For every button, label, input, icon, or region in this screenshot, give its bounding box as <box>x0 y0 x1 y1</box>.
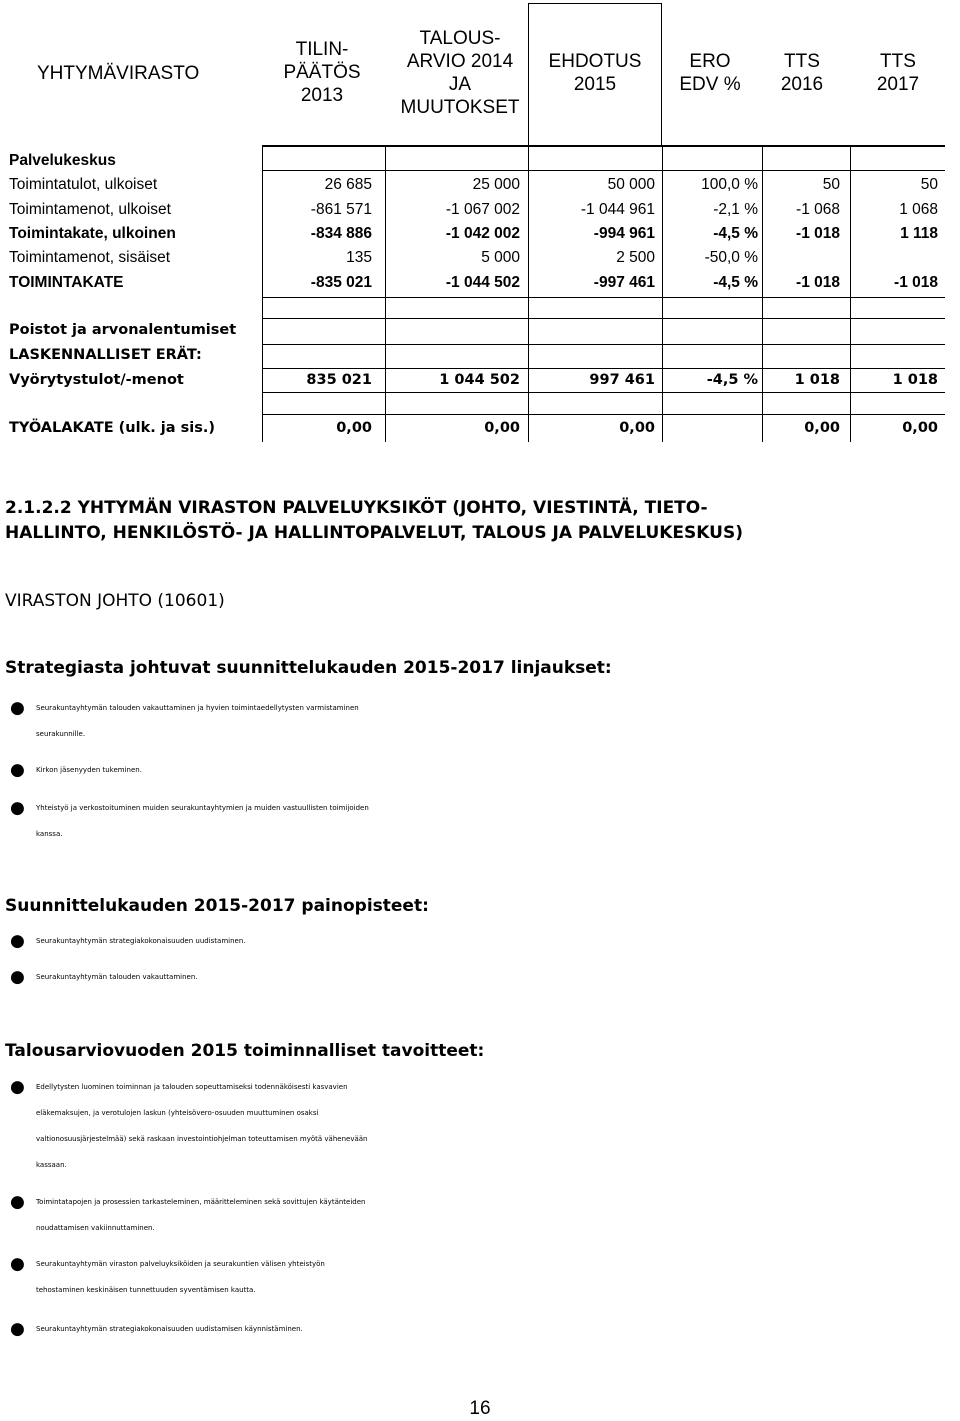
table-row: Toimintamenot, ulkoiset -861 571 -1 067 002 -1 044 961 -2,1 % -1 068 1 068 <box>9 201 938 218</box>
col-header-talousarvio: TALOUS- ARVIO 2014 JA MUUTOKSET <box>400 28 520 118</box>
bullet-icon: ● <box>10 798 25 818</box>
bullet-icon: ● <box>10 760 25 780</box>
table-row: Vyörytystulot/-menot 835 021 1 044 502 997 461 -4,5 % 1 018 1 018 <box>9 372 938 388</box>
bullet-icon: ● <box>10 698 25 718</box>
section-title: 2.1.2.2 YHTYMÄN VIRASTON PALVELUYKSIKÖT (JOHTO, VIESTINTÄ, TIETO- HALLINTO, HENKILÖSTÖ- JA HALLINTOPALVELUT, TALOUS JA PALVELUKESKUS) <box>5 498 743 543</box>
focus-heading: Suunnittelukauden 2015-2017 painopisteet: <box>5 896 429 916</box>
table-row: TOIMINTAKATE -835 021 -1 044 502 -997 461 -4,5 % -1 018 -1 018 <box>9 274 938 291</box>
bullet-icon: ● <box>10 1319 25 1339</box>
bullet-icon: ● <box>10 967 25 987</box>
table-row: TYÖALAKATE (ulk. ja sis.) 0,00 0,00 0,00 0,00 0,00 <box>9 420 938 436</box>
unit-name: VIRASTON JOHTO (10601) <box>5 591 225 611</box>
col-header-tts2017: TTS 2017 <box>876 51 920 95</box>
table-row: Toimintamenot, sisäiset 135 5 000 2 500 -50,0 % <box>9 249 758 266</box>
goals-heading: Talousarviovuoden 2015 toiminnalliset tavoitteet: <box>5 1041 485 1061</box>
header-rule <box>262 145 945 147</box>
table-row: Toimintakate, ulkoinen -834 886 -1 042 002 -994 961 -4,5 % -1 018 1 118 <box>9 225 938 242</box>
table-row: Poistot ja arvonalentumiset <box>9 322 237 338</box>
bullet-icon: ● <box>10 1192 25 1212</box>
col-header-tts2016: TTS 2016 <box>780 51 824 95</box>
bullet-icon: ● <box>10 931 25 951</box>
table-grid-line <box>262 392 945 393</box>
table-row: Toimintatulot, ulkoiset 26 685 25 000 50 000 100,0 % 50 50 <box>9 176 938 193</box>
col-header-ehdotus: EHDOTUS 2015 <box>548 51 642 95</box>
bullet-icon: ● <box>10 1077 25 1097</box>
strategy-heading: Strategiasta johtuvat suunnittelukauden 2015-2017 linjaukset: <box>5 658 612 678</box>
table-section-title: Palvelukeskus <box>9 152 116 169</box>
table-grid-line <box>262 297 945 298</box>
table-grid-line <box>262 414 945 415</box>
col-header-tilinpaatos: TILIN- PÄÄTÖS 2013 <box>283 39 361 106</box>
page-number: 16 <box>469 1398 491 1419</box>
table-row: LASKENNALLISET ERÄT: <box>9 347 202 363</box>
col-header-ero: ERO EDV % <box>679 51 741 95</box>
col-header-unit: YHTYMÄVIRASTO <box>37 63 200 84</box>
bullet-icon: ● <box>10 1254 25 1274</box>
